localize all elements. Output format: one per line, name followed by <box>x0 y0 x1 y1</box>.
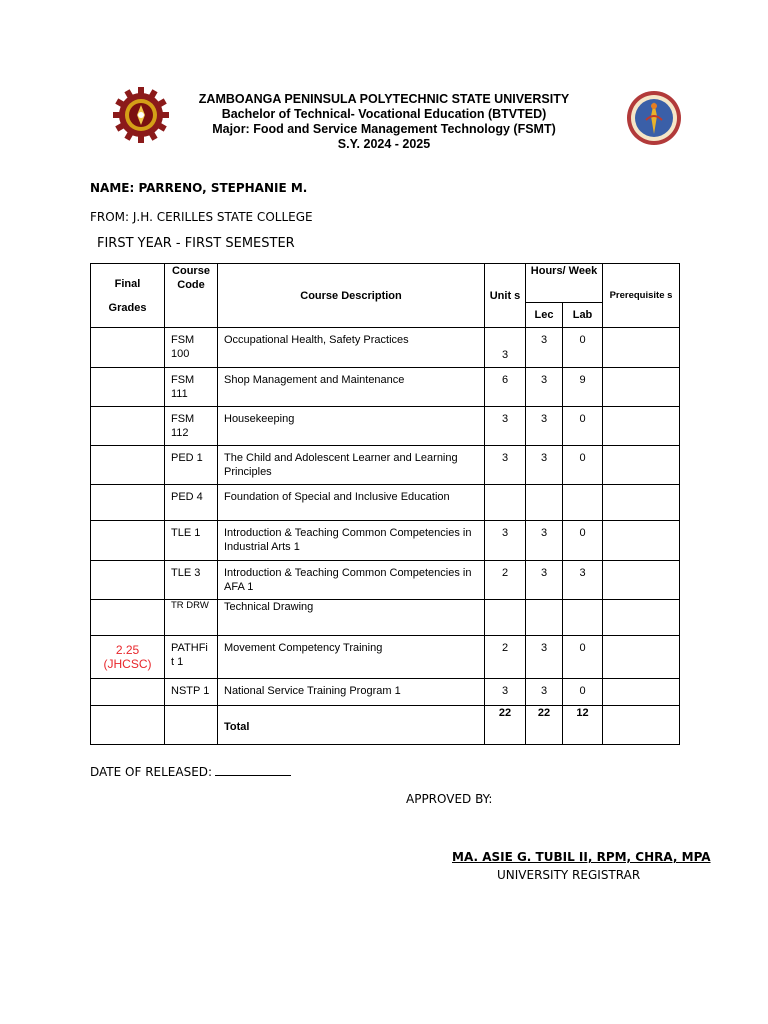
header-course-code: Course Code <box>165 264 218 328</box>
header-prerequisites: Prerequisite s <box>603 264 680 328</box>
registrar-name: MA. ASIE G. TUBIL II, RPM, CHRA, MPA <box>452 850 711 864</box>
header-units: Unit s <box>485 264 526 328</box>
lab-cell: 0 <box>563 679 603 706</box>
prereq-cell <box>603 521 680 561</box>
header-lab: Lab <box>563 303 603 328</box>
code-cell: PED 1 <box>165 446 218 485</box>
units-cell <box>485 485 526 521</box>
lec-cell: 3 <box>526 636 563 679</box>
date-released-label: DATE OF RELEASED: <box>90 765 213 779</box>
grade-cell <box>91 600 165 636</box>
date-released-blank <box>215 763 291 776</box>
lec-cell: 3 <box>526 328 563 368</box>
units-cell: 2 <box>485 636 526 679</box>
total-code-cell <box>165 706 218 745</box>
grade-cell-highlighted: 2.25 (JHCSC) <box>91 636 165 679</box>
lec-cell: 3 <box>526 407 563 446</box>
code-cell: TLE 3 <box>165 561 218 600</box>
lab-cell: 9 <box>563 368 603 407</box>
lab-cell: 0 <box>563 328 603 368</box>
prereq-cell <box>603 328 680 368</box>
code-cell: FSM 111 <box>165 368 218 407</box>
table-row <box>91 561 680 600</box>
description-cell: National Service Training Program 1 <box>218 679 485 706</box>
total-lec: 22 <box>526 706 563 745</box>
header-final: Final <box>114 277 141 290</box>
grade-cell <box>91 485 165 521</box>
total-lab: 12 <box>563 706 603 745</box>
header-final-grades <box>91 264 165 328</box>
description-cell: Housekeeping <box>218 407 485 446</box>
total-row <box>91 706 680 745</box>
student-from: FROM: J.H. CERILLES STATE COLLEGE <box>90 210 313 224</box>
prereq-cell <box>603 368 680 407</box>
lec-cell: 3 <box>526 521 563 561</box>
grade-cell <box>91 521 165 561</box>
code-cell: NSTP 1 <box>165 679 218 706</box>
total-label: Total <box>218 706 485 745</box>
header-grades: Grades <box>108 301 147 314</box>
header-lec: Lec <box>526 303 563 328</box>
registrar-title: UNIVERSITY REGISTRAR <box>497 868 641 882</box>
date-released <box>90 763 291 779</box>
lab-cell <box>563 485 603 521</box>
description-cell: The Child and Adolescent Learner and Learning Principles <box>218 446 485 485</box>
table-row <box>91 521 680 561</box>
document-header <box>150 92 618 152</box>
grade-cell <box>91 446 165 485</box>
code-cell: PATHFi t 1 <box>165 636 218 679</box>
table-row <box>91 407 680 446</box>
prereq-cell <box>603 600 680 636</box>
description-cell: Introduction & Teaching Common Competencies in Industrial Arts 1 <box>218 521 485 561</box>
units-cell: 3 <box>485 407 526 446</box>
units-cell: 6 <box>485 368 526 407</box>
prereq-cell <box>603 561 680 600</box>
lec-cell <box>526 600 563 636</box>
lab-cell: 0 <box>563 446 603 485</box>
college-seal-logo <box>626 90 682 146</box>
lab-cell: 0 <box>563 636 603 679</box>
units-cell: 3 <box>485 679 526 706</box>
table-row <box>91 446 680 485</box>
student-name: NAME: PARRENO, STEPHANIE M. <box>90 181 308 195</box>
grade-cell <box>91 328 165 368</box>
major-name: Major: Food and Service Management Technology (FSMT) <box>212 122 556 136</box>
lec-cell: 3 <box>526 679 563 706</box>
description-cell: Movement Competency Training <box>218 636 485 679</box>
school-year: S.Y. 2024 - 2025 <box>337 137 431 151</box>
lab-cell: 0 <box>563 521 603 561</box>
code-cell: PED 4 <box>165 485 218 521</box>
header-hours-week: Hours/ Week <box>526 264 603 303</box>
units-cell: 3 <box>485 328 526 368</box>
table-row <box>91 328 680 368</box>
program-name: Bachelor of Technical- Vocational Education (BTVTED) <box>221 107 547 121</box>
total-grade-cell <box>91 706 165 745</box>
prereq-cell <box>603 679 680 706</box>
lec-cell: 3 <box>526 561 563 600</box>
table-row <box>91 636 680 679</box>
total-units: 22 <box>485 706 526 745</box>
table-row <box>91 485 680 521</box>
code-cell: TR DRW <box>165 600 218 636</box>
units-cell: 3 <box>485 521 526 561</box>
description-cell: Introduction & Teaching Common Competencies in AFA 1 <box>218 561 485 600</box>
table-row <box>91 600 680 636</box>
lab-cell <box>563 600 603 636</box>
grade-cell <box>91 368 165 407</box>
units-cell <box>485 600 526 636</box>
prereq-cell <box>603 446 680 485</box>
lec-cell <box>526 485 563 521</box>
lec-cell: 3 <box>526 368 563 407</box>
grade-cell <box>91 407 165 446</box>
description-cell: Shop Management and Maintenance <box>218 368 485 407</box>
prereq-cell <box>603 485 680 521</box>
units-cell: 2 <box>485 561 526 600</box>
lec-cell: 3 <box>526 446 563 485</box>
header-course-description: Course Description <box>218 264 485 328</box>
units-cell: 3 <box>485 446 526 485</box>
prereq-cell <box>603 407 680 446</box>
table-row <box>91 368 680 407</box>
grade-cell <box>91 561 165 600</box>
prereq-cell <box>603 636 680 679</box>
grade-cell <box>91 679 165 706</box>
description-cell: Foundation of Special and Inclusive Education <box>218 485 485 521</box>
approved-by: APPROVED BY: <box>406 792 493 806</box>
description-cell: Occupational Health, Safety Practices <box>218 328 485 368</box>
table-row <box>91 679 680 706</box>
total-prereq-cell <box>603 706 680 745</box>
lab-cell: 3 <box>563 561 603 600</box>
code-cell: FSM 100 <box>165 328 218 368</box>
code-cell: TLE 1 <box>165 521 218 561</box>
code-cell: FSM 112 <box>165 407 218 446</box>
university-name: ZAMBOANGA PENINSULA POLYTECHNIC STATE UNIVERSITY <box>198 92 570 106</box>
semester-title: FIRST YEAR - FIRST SEMESTER <box>97 236 295 251</box>
grades-table <box>90 263 680 745</box>
description-cell: Technical Drawing <box>218 600 485 636</box>
lab-cell: 0 <box>563 407 603 446</box>
